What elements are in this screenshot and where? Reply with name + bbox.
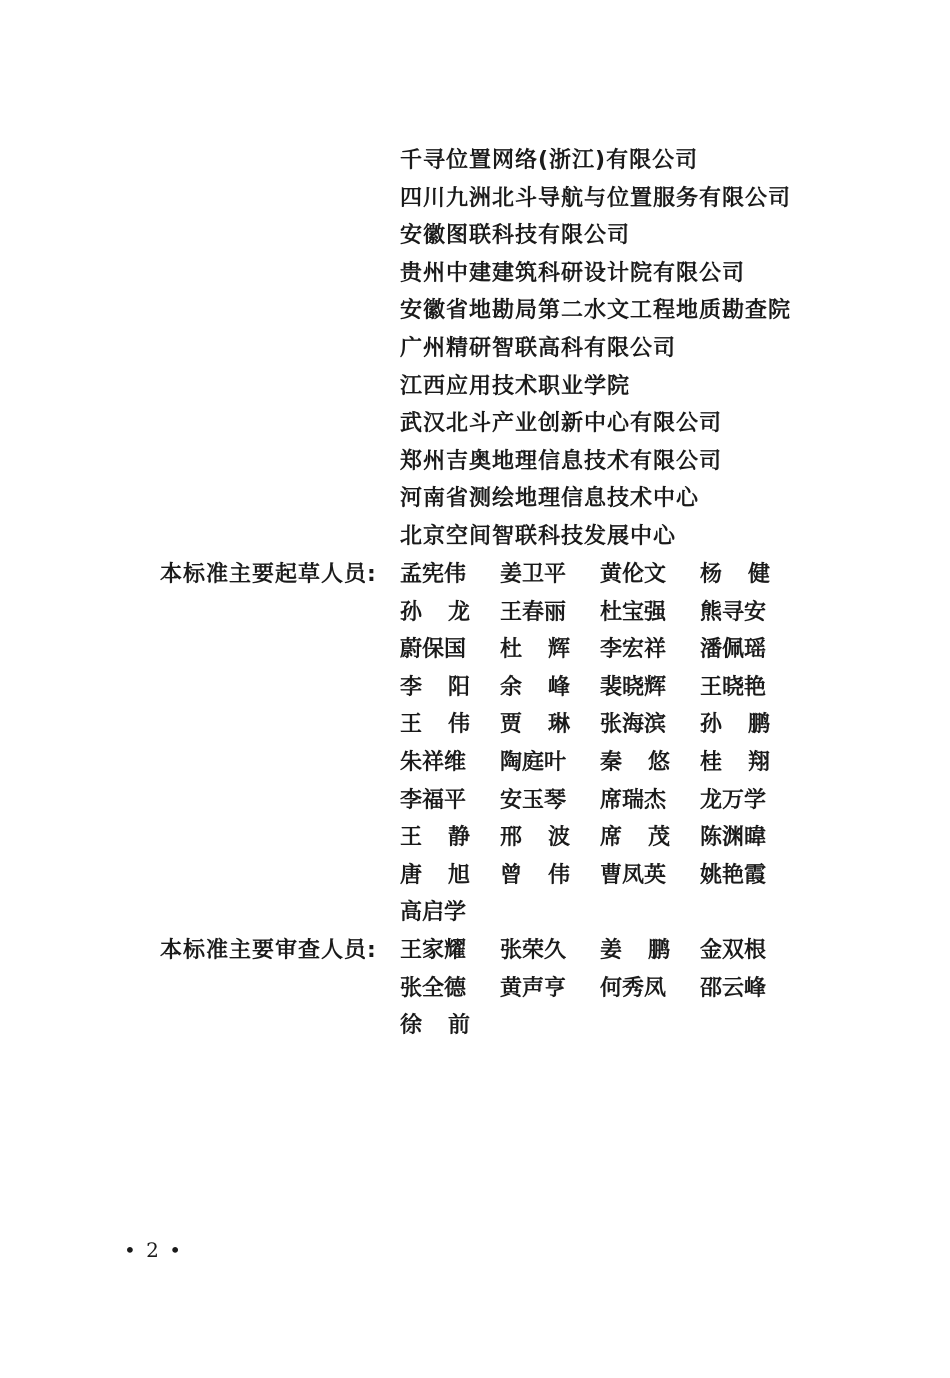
organization-item: 千寻位置网络(浙江)有限公司: [400, 148, 699, 173]
person-name: 贾琳: [500, 712, 597, 738]
person-name: 何秀凤: [600, 975, 667, 1001]
name-row: [400, 669, 820, 707]
person-name: 陶庭叶: [500, 749, 567, 775]
person-name: 邢波: [500, 825, 597, 851]
person-name: 潘佩瑶: [700, 637, 767, 663]
person-name: 唐旭: [400, 862, 497, 888]
person-name: 王家耀: [400, 938, 467, 963]
name-row: [400, 970, 820, 1008]
person-name: 姚艳霞: [700, 862, 767, 888]
name-row: [400, 782, 820, 820]
person-name: 王静: [400, 825, 497, 851]
person-name: 孟宪伟: [400, 562, 467, 587]
person-name: 龙万学: [700, 787, 767, 813]
name-row: [400, 1007, 820, 1045]
person-name: 杜宝强: [600, 599, 667, 625]
person-name: 王伟: [400, 712, 497, 738]
person-name: 张荣久: [500, 938, 567, 963]
person-name: 邵云峰: [700, 975, 767, 1001]
name-row: [400, 706, 820, 744]
person-name: 王晓艳: [700, 674, 767, 700]
person-name: 金双根: [700, 938, 767, 963]
person-name: 黄伦文: [600, 562, 667, 587]
person-name: 杜辉: [500, 637, 597, 663]
person-name: 姜卫平: [500, 562, 567, 587]
reviewers-label: 本标准主要审查人员:: [160, 938, 377, 963]
person-name: 李阳: [400, 674, 497, 700]
person-name: 张全德: [400, 975, 467, 1001]
person-name: 徐前: [400, 1013, 497, 1039]
person-name: 裴晓辉: [600, 674, 667, 700]
person-name: 秦悠: [600, 749, 697, 775]
organization-item: 郑州吉奥地理信息技术有限公司: [400, 448, 723, 474]
person-name: 孙鹏: [700, 712, 797, 738]
organization-item: 北京空间智联科技发展中心: [400, 523, 677, 549]
reviewers-grid: [400, 932, 820, 1045]
name-row: [400, 631, 820, 669]
name-row: [400, 556, 820, 594]
name-row: [400, 594, 820, 632]
person-name: 张海滨: [600, 712, 667, 738]
page-number: • 2 •: [124, 1238, 182, 1262]
name-row: [400, 857, 820, 895]
person-name: 孙龙: [400, 599, 497, 625]
person-name: 黄声亨: [500, 975, 567, 1001]
person-name: 李宏祥: [600, 637, 667, 663]
name-row: [400, 744, 820, 782]
person-name: 陈渊暐: [700, 825, 767, 851]
person-name: 杨健: [700, 562, 797, 587]
person-name: 桂翔: [700, 749, 797, 775]
organization-item: 四川九洲北斗导航与位置服务有限公司: [400, 185, 792, 211]
name-row: [400, 819, 820, 857]
person-name: 席瑞杰: [600, 787, 667, 813]
organization-item: 安徽省地勘局第二水文工程地质勘查院: [400, 298, 792, 324]
person-name: 高启学: [400, 900, 467, 926]
drafters-label: 本标准主要起草人员:: [160, 562, 377, 587]
organization-list: [400, 142, 791, 556]
person-name: 蔚保国: [400, 637, 467, 663]
person-name: 朱祥维: [400, 749, 467, 775]
person-name: 安玉琴: [500, 787, 567, 813]
drafters-grid: [400, 556, 820, 932]
organization-item: 江西应用技术职业学院: [400, 373, 631, 399]
name-row: [400, 894, 820, 932]
person-name: 李福平: [400, 787, 467, 813]
person-name: 熊寻安: [700, 599, 767, 625]
person-name: 席茂: [600, 825, 697, 851]
organization-item: 河南省测绘地理信息技术中心: [400, 486, 700, 512]
name-row: [400, 932, 820, 970]
organization-item: 安徽图联科技有限公司: [400, 223, 631, 249]
person-name: 余峰: [500, 674, 597, 700]
organization-item: 贵州中建建筑科研设计院有限公司: [400, 260, 746, 286]
person-name: 曹凤英: [600, 862, 667, 888]
person-name: 姜鹏: [600, 938, 697, 963]
person-name: 王春丽: [500, 599, 567, 625]
organization-item: 广州精研智联高科有限公司: [400, 335, 677, 361]
person-name: 曾伟: [500, 862, 597, 888]
organization-item: 武汉北斗产业创新中心有限公司: [400, 411, 723, 437]
